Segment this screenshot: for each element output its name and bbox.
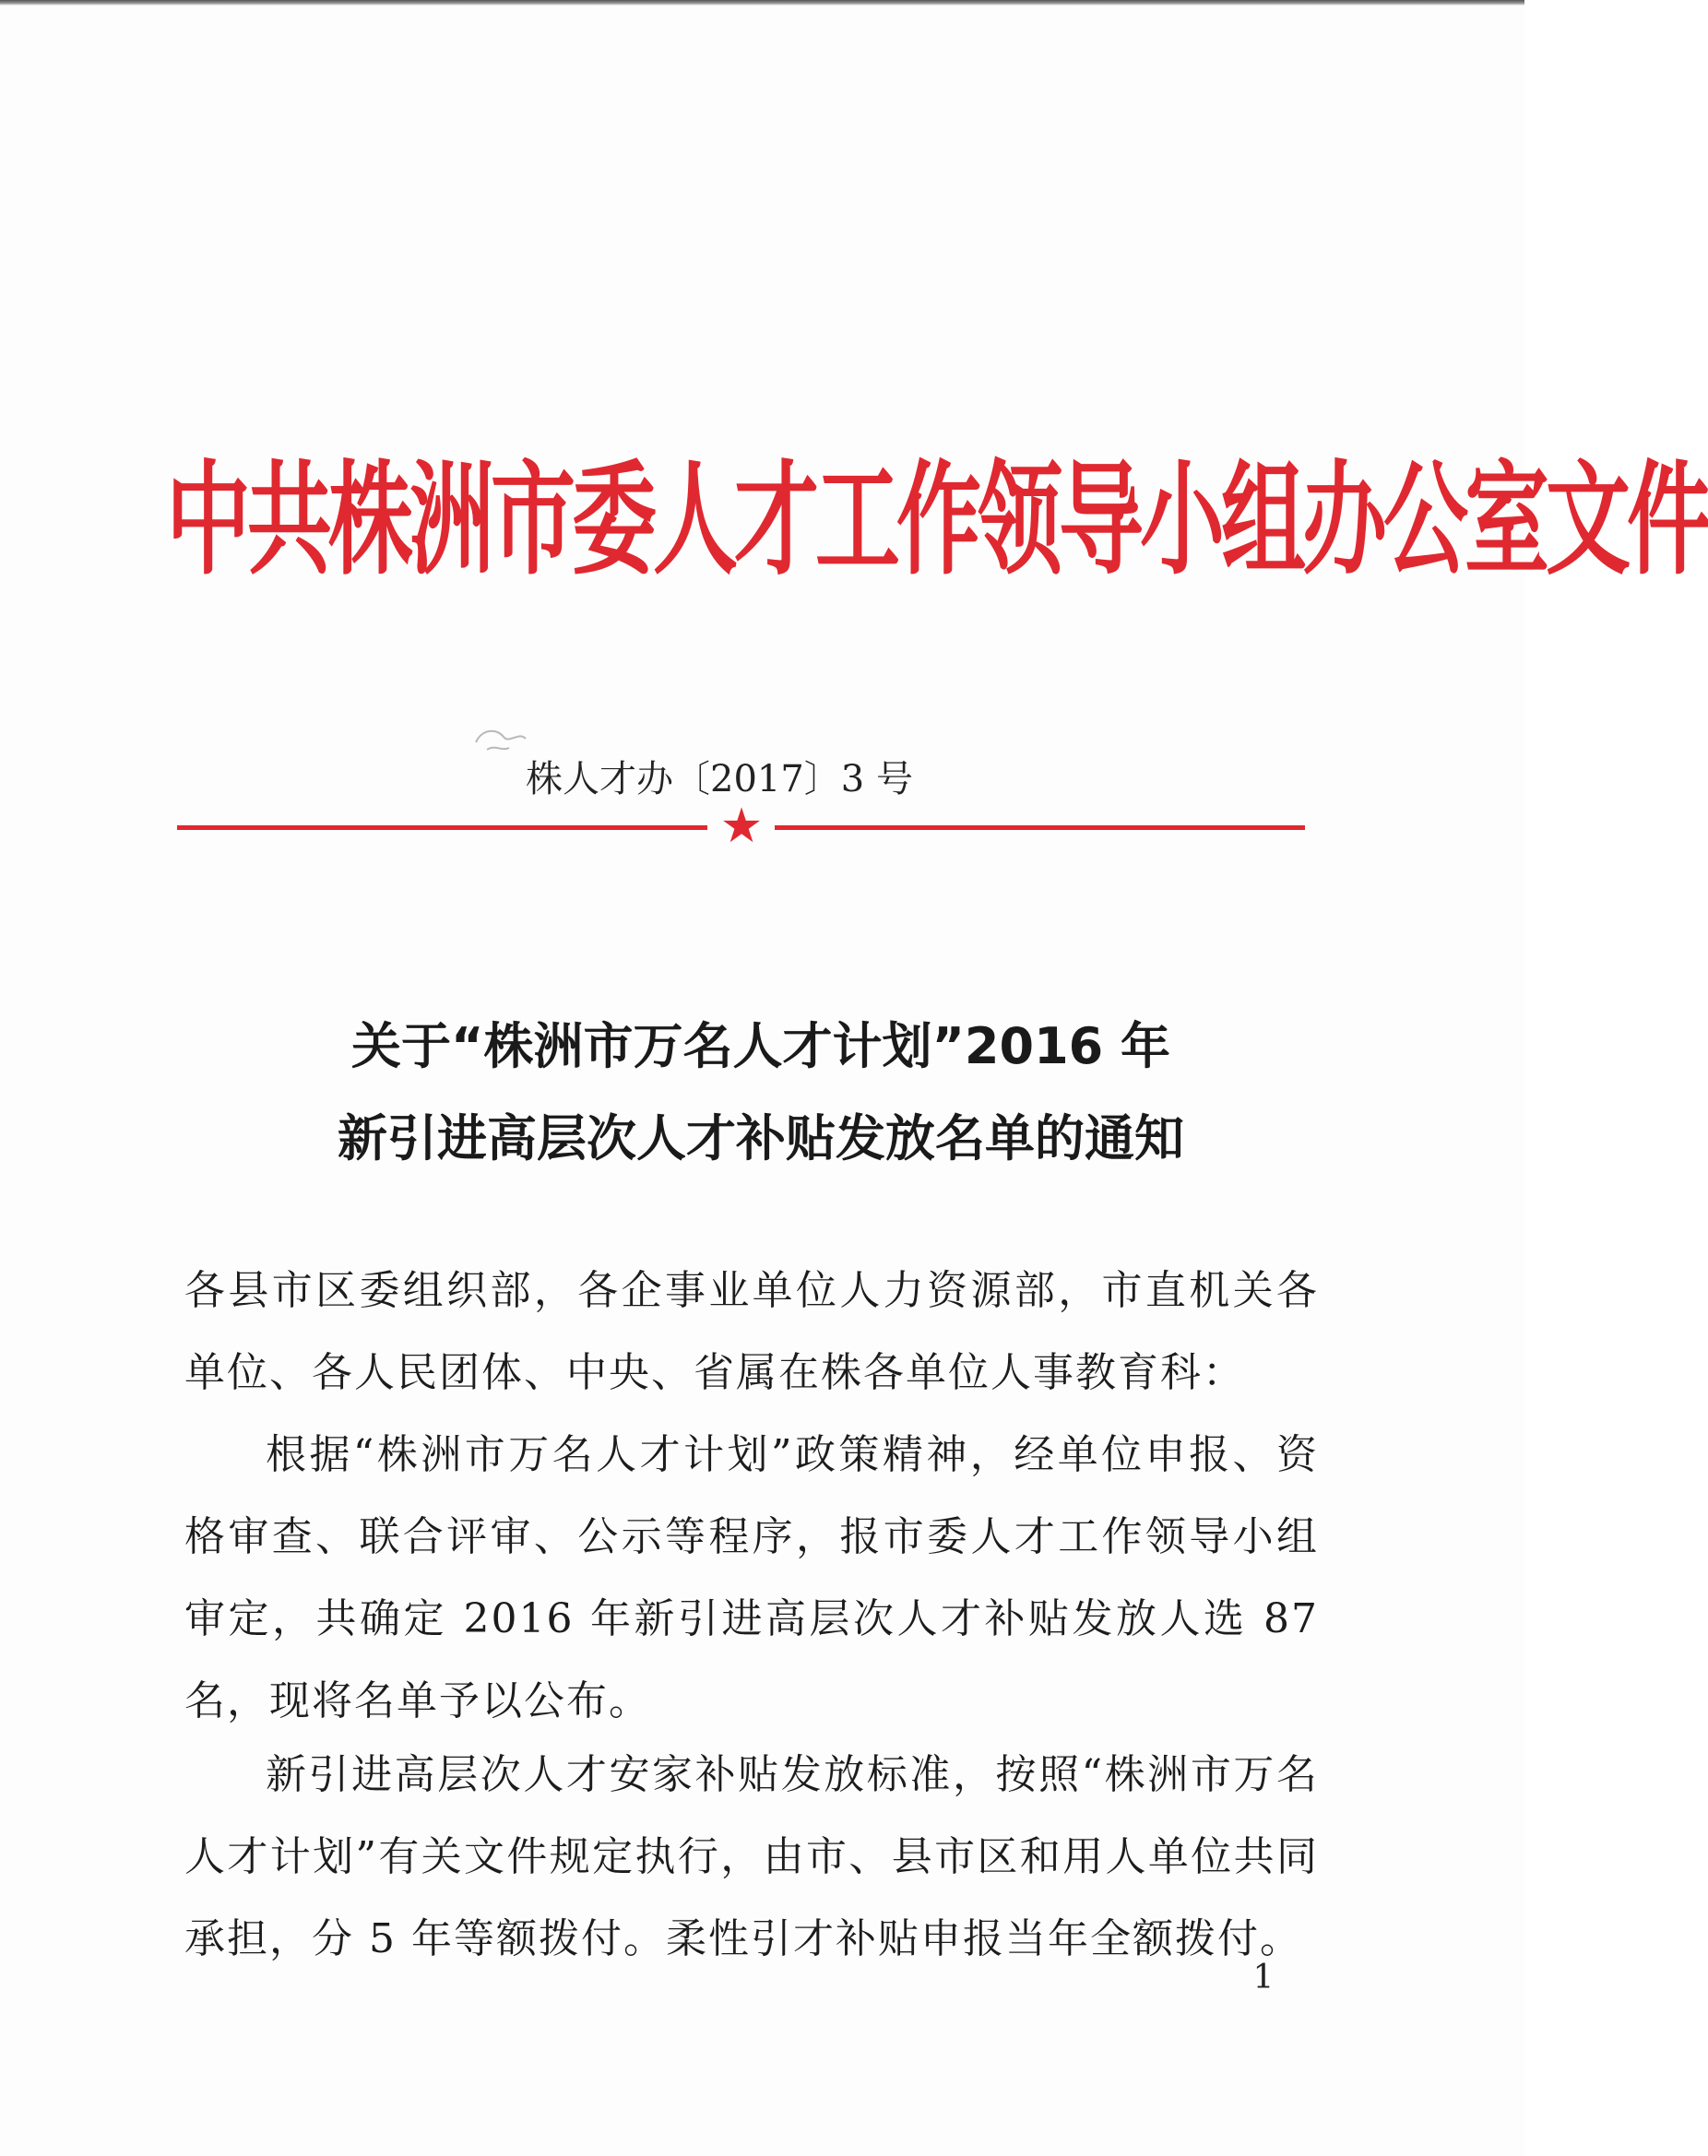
masthead-title: 中共株洲市委人才工作领导小组办公室文件 bbox=[166, 448, 1708, 592]
notice-title-line-2: 新引进高层次人才补贴发放名单的通知 bbox=[338, 1109, 1184, 1167]
notice-title-line-1: 关于“株洲市万名人才计划”2016 年 bbox=[350, 1017, 1171, 1075]
page-number: 1 bbox=[1252, 1959, 1275, 1996]
body-paragraph-2: 新引进高层次人才安家补贴发放标准，按照“株洲市万名人才计划”有关文件规定执行，由市、县市区和用人单位共同承担，分 5 年等额拨付。柔性引才补贴申报当年全额拨付。 bbox=[184, 1751, 1319, 1962]
red-rule-right bbox=[775, 825, 1305, 830]
scan-top-edge bbox=[0, 0, 1524, 6]
body-paragraph-1: 根据“株洲市万名人才计划”政策精神，经单位申报、资格审查、联合评审、公示等程序，报市委人才工作领导小组审定，共确定 2016 年新引进高层次人才补贴发放人选 87 名，现将名单予以公布。 bbox=[184, 1431, 1319, 1724]
addressee-paragraph: 各县市区委组织部，各企事业单位人力资源部，市直机关各单位、各人民团体、中央、省属在株各单位人事教育科： bbox=[184, 1267, 1319, 1396]
star-icon: ★ bbox=[719, 799, 764, 854]
red-rule-left bbox=[177, 825, 707, 830]
document-number: 株人才办〔2017〕3 号 bbox=[526, 758, 913, 800]
